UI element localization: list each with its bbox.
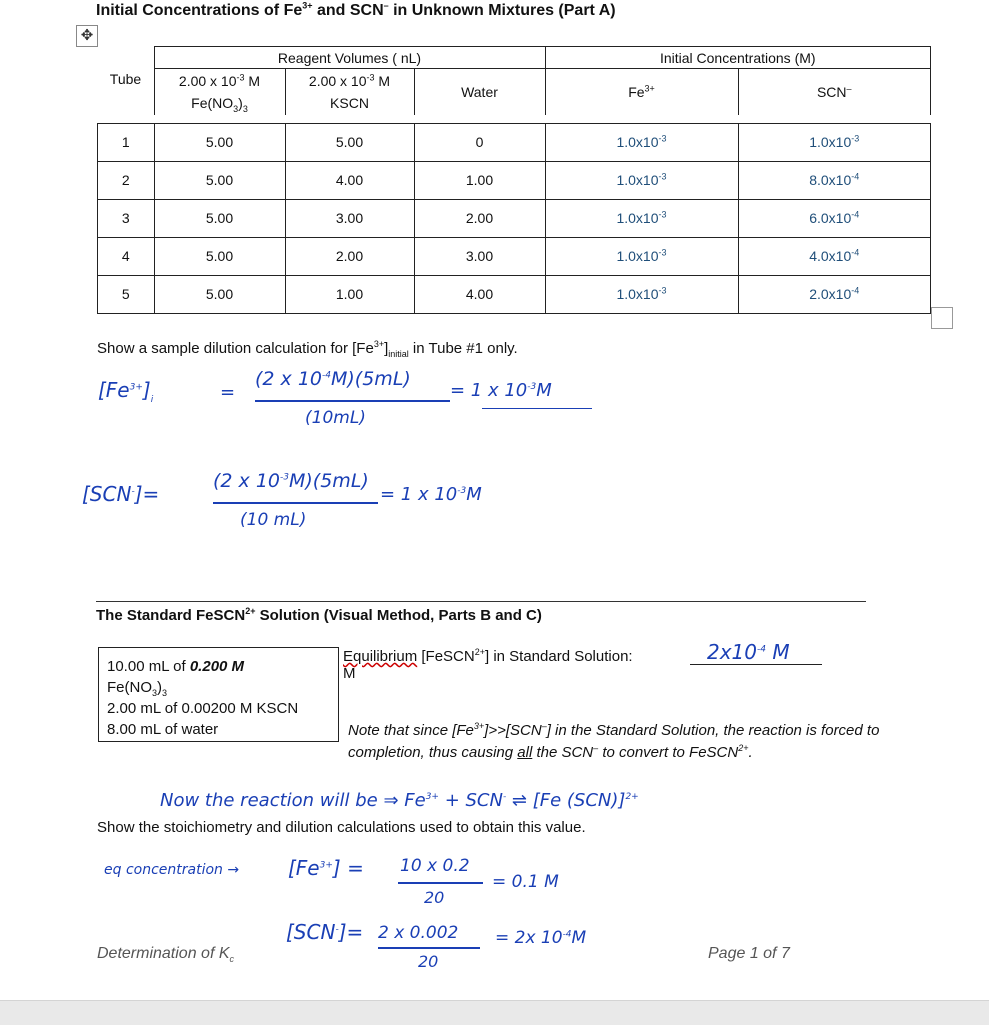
table-row (98, 237, 931, 275)
handwritten-fe-denominator: (10mL) (305, 408, 366, 428)
table-row (98, 199, 931, 237)
handwritten-scn-lhs: [SCN-]= (82, 482, 160, 506)
fe-volume-cell: 5.00 (154, 275, 285, 313)
handwritten-scn-stoich-denominator: 20 (418, 952, 439, 971)
footer-title: Determination of $K_c$ (97, 945, 235, 965)
table-row (98, 161, 931, 199)
handwritten-fe-stoich-lhs: $[Fe^{3+}]$ = (288, 856, 364, 880)
page-title: Initial Concentrations of $Fe^{3+}$ and SCN– in Unknown Mixtures (Part A) (96, 0, 616, 19)
water-column-header: Water (414, 69, 545, 115)
handwritten-fe-stoich-result: = 0.1 M (492, 872, 559, 892)
scn-conc-cell[interactable]: $8.0x10^{-4}$ (738, 161, 931, 199)
section-divider (96, 601, 866, 602)
page-gap-bar (0, 1000, 989, 1025)
handwritten-reaction: Now the reaction will be ⇒ $Fe^{3+} + SCN^-$ ⇌ [Fe (SCN)]$^{2+}$ (160, 790, 639, 811)
fe3-conc-cell[interactable]: $1.0x10^{-3}$ (545, 237, 738, 275)
fe3-conc-cell[interactable]: $1.0x10^{-3}$ (545, 161, 738, 199)
handwritten-fe-lhs: $[Fe^{3+}]_i$ (98, 378, 154, 405)
kscn-column-header: 2.00 x $10^{-3}$ M KSCN (285, 69, 414, 115)
handwritten-equilibrium-answer: $2x10^{-4}$ M (707, 640, 790, 664)
tube-header: Tube (98, 47, 155, 115)
handwritten-scn-result: = 1 x $10^{-3}M$ (380, 484, 482, 505)
scn-column-header: SCN– (738, 69, 931, 115)
tube-cell: 5 (98, 275, 155, 313)
kscn-volume-cell: 3.00 (285, 199, 414, 237)
reagent-volumes-header: Reagent Volumes ( nL) (154, 47, 545, 69)
fraction-bar (398, 882, 483, 884)
result-underline (482, 408, 592, 409)
section-title: The Standard FeSCN$^{2+}$ Solution (Visual Method, Parts B and C) (96, 606, 542, 624)
fraction-bar (255, 400, 450, 402)
handwritten-scn-stoich-lhs: [SCN-]= (286, 920, 364, 944)
concentrations-table (97, 46, 931, 314)
stoichiometry-prompt: Show the stoichiometry and dilution calculations used to obtain this value. (97, 819, 586, 836)
water-volume-cell: 4.00 (414, 275, 545, 313)
handwritten-fe-stoich-numerator: 10 x 0.2 (400, 856, 470, 876)
fe-volume-cell: 5.00 (154, 123, 285, 161)
sample-calculation-prompt: Show a sample dilution calculation for $[Fe^{3+}]_{initial}$ in Tube #1 only. (97, 339, 518, 359)
completion-note: Note that since $[Fe^{3+}]>>[SCN^-]$ in the Standard Solution, the reaction is forced to completion, thus causing all the SCN– to convert to FeSCN$^{2+}$. (348, 721, 880, 761)
answer-blank-line[interactable] (690, 664, 822, 665)
initial-concentrations-header: Initial Concentrations (M) (545, 47, 931, 69)
scn-conc-cell[interactable]: $1.0x10^{-3}$ (738, 123, 931, 161)
handwritten-eq-concentration-label: eq concentration → (104, 862, 240, 878)
fraction-bar (378, 947, 480, 949)
water-volume-cell: 0 (414, 123, 545, 161)
fe-nitrate-column-header: 2.00 x $10^{-3}$ M $Fe(NO_3)_3$ (154, 69, 285, 115)
fe3-conc-cell[interactable]: $1.0x10^{-3}$ (545, 199, 738, 237)
fe-volume-cell: 5.00 (154, 161, 285, 199)
water-volume-cell: 3.00 (414, 237, 545, 275)
scn-conc-cell[interactable]: $2.0x10^{-4}$ (738, 275, 931, 313)
fe3-conc-cell[interactable]: $1.0x10^{-3}$ (545, 123, 738, 161)
equilibrium-label: Equilibrium [FeSCN$^{2+}$] in Standard Solution: M (343, 647, 633, 682)
tube-cell: 4 (98, 237, 155, 275)
kscn-volume-cell: 1.00 (285, 275, 414, 313)
handwritten-scn-numerator: (2 x $10^{-3}M)(5mL)$ (213, 470, 369, 492)
tube-cell: 1 (98, 123, 155, 161)
handwritten-scn-stoich-numerator: 2 x 0.002 (378, 923, 459, 943)
table-move-handle-icon[interactable]: ✥ (76, 25, 98, 47)
fraction-bar (213, 502, 378, 504)
scn-conc-cell[interactable]: $6.0x10^{-4}$ (738, 199, 931, 237)
fe3-column-header: $Fe^{3+}$ (545, 69, 738, 115)
kscn-volume-cell: 2.00 (285, 237, 414, 275)
kscn-volume-cell: 4.00 (285, 161, 414, 199)
scn-conc-cell[interactable]: $4.0x10^{-4}$ (738, 237, 931, 275)
water-volume-cell: 2.00 (414, 199, 545, 237)
water-volume-cell: 1.00 (414, 161, 545, 199)
standard-solution-box: 10.00 mL of 0.200 M $Fe(NO_3)_3$ 2.00 mL of 0.00200 M KSCN 8.00 mL of water (98, 647, 339, 742)
kscn-volume-cell: 5.00 (285, 123, 414, 161)
table-row (98, 123, 931, 161)
handwritten-fe-stoich-denominator: 20 (424, 888, 445, 907)
fe-volume-cell: 5.00 (154, 199, 285, 237)
handwritten-scn-stoich-result: = 2x $10^{-4}M$ (495, 928, 587, 948)
handwritten-equals: = (220, 382, 236, 403)
table-row (98, 275, 931, 313)
resize-handle[interactable] (931, 307, 953, 329)
tube-cell: 3 (98, 199, 155, 237)
fe-volume-cell: 5.00 (154, 237, 285, 275)
handwritten-fe-result: = 1 x $10^{-3}M$ (450, 380, 552, 401)
fe3-conc-cell[interactable]: $1.0x10^{-3}$ (545, 275, 738, 313)
handwritten-scn-denominator: (10 mL) (240, 510, 307, 530)
page-number: Page 1 of 7 (708, 945, 790, 962)
tube-cell: 2 (98, 161, 155, 199)
handwritten-fe-numerator: (2 x $10^{-4}M)(5mL)$ (255, 368, 411, 390)
